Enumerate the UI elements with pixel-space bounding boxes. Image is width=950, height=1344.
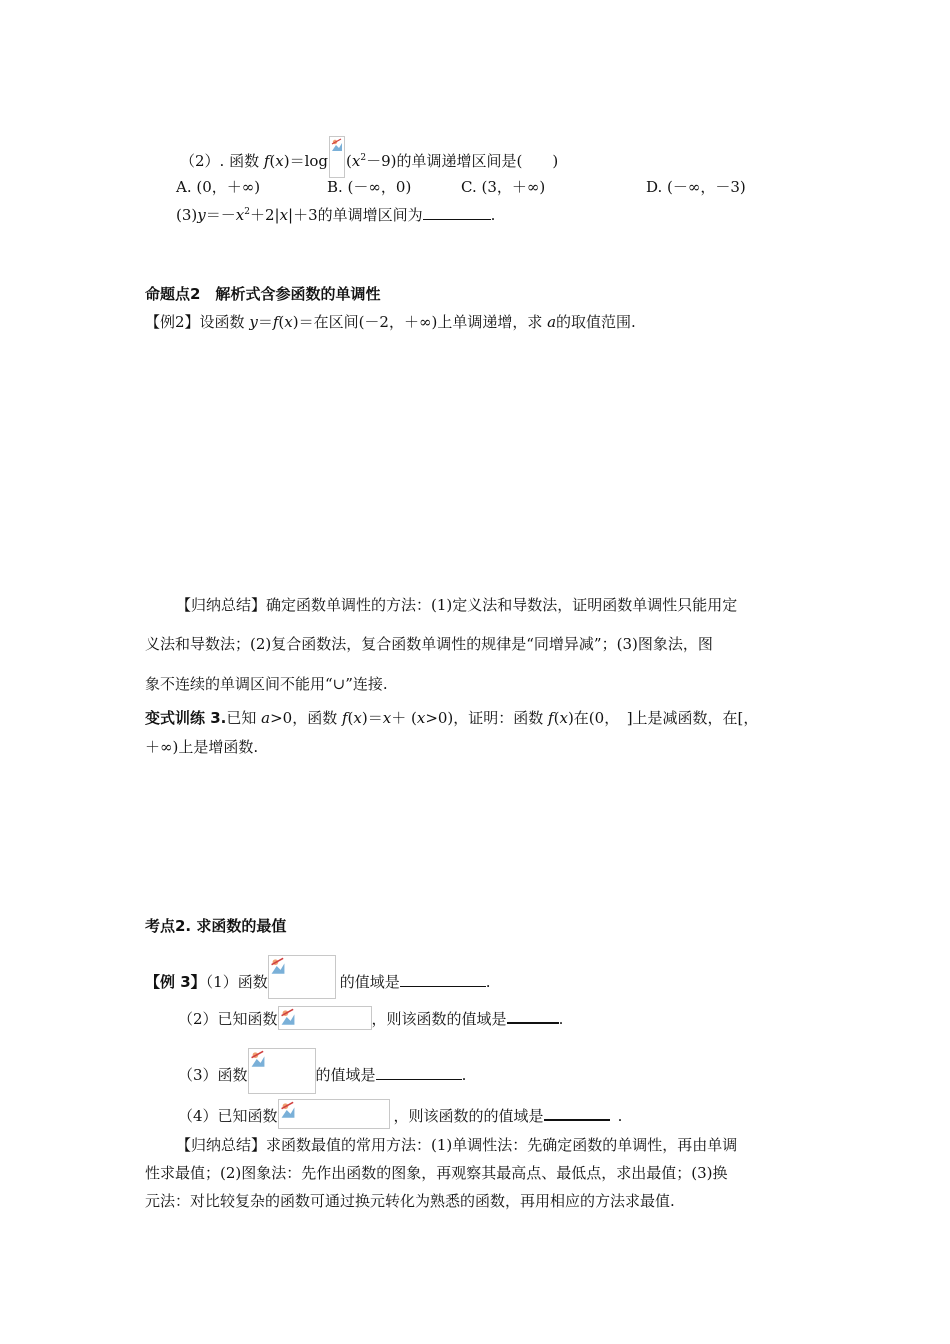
variant-text: 已知 [226, 709, 262, 727]
variable-y: y [249, 313, 258, 331]
option-d: D. (－∞，－3) [646, 178, 746, 196]
example-3-item-2 [178, 1006, 563, 1030]
section-heading-prop2: 命题点2 解析式含参函数的单调性 [145, 285, 381, 303]
variant-3-line-2: ＋∞)上是增函数. [145, 738, 259, 756]
period: . [461, 1066, 467, 1084]
variable-x: x [353, 709, 362, 727]
variable-x: x [559, 709, 568, 727]
variable-a: a [547, 313, 557, 331]
example-text: ＝在区间(－2，＋∞)上单调递增，求 [298, 313, 548, 331]
summary-label: 【归纳总结】 [176, 596, 267, 614]
formula-image-placeholder [248, 1048, 316, 1094]
summary-2-line-2: 性求最值；(2)图象法：先作出函数的图象，再观察其最高点、最低点，求出最值；(3)换 [145, 1164, 728, 1182]
paren: ( [269, 152, 276, 170]
variable-x: x [275, 152, 284, 170]
variable-x: x [416, 709, 426, 727]
summary-1-line-1 [176, 595, 737, 615]
answer-blank[interactable] [544, 1105, 610, 1121]
example-3-item-4 [178, 1099, 622, 1129]
answer-blank[interactable] [400, 972, 486, 987]
variable-x: x [382, 709, 392, 727]
function-name: f [272, 313, 279, 331]
example-3-item-3 [178, 1048, 466, 1094]
exponent: 2 [360, 153, 367, 163]
variable-x: x [284, 313, 293, 331]
variant-text: 在(0， ]上是减函数，在[， [573, 709, 759, 727]
variable-x: x [279, 206, 289, 224]
variant-text: >0，函数 [270, 709, 342, 727]
variable-x: x [351, 152, 361, 170]
function-name: f [263, 152, 270, 170]
item-text: （3）函数 [178, 1066, 248, 1084]
variable-x: x [235, 206, 245, 224]
log-text: )＝log [283, 152, 329, 170]
variant-3-line-1: 变式训练 3.已知 a>0，函数 f(x)＝x＋ (x>0)，证明：函数 f(x)在(0， ]上是减函数，在[， [145, 709, 759, 727]
function-name: f [341, 709, 348, 727]
option-a: A. (0，＋∞) [176, 178, 261, 196]
period: . [617, 1107, 623, 1125]
period: . [490, 206, 496, 224]
item-text: 的值域是 [339, 973, 400, 991]
variant-text: >0)，证明：函数 [425, 709, 549, 727]
item-text: ，则该函数的值域是 [371, 1010, 507, 1028]
equals: ＝ [367, 709, 383, 727]
item-text: ，则该函数的的值域是 [393, 1107, 544, 1125]
summary-2-line-1 [176, 1135, 737, 1155]
period: . [558, 1010, 564, 1028]
question-3-prefix: (3) [176, 206, 198, 224]
summary-1-line-2: 义法和导数法；(2)复合函数法，复合函数单调性的规律是“同增异减”；(3)图象法，图 [145, 635, 713, 653]
broken-image-icon [329, 136, 345, 178]
period: . [485, 973, 491, 991]
formula-image-placeholder [278, 1099, 390, 1129]
equals: ＝－ [205, 206, 236, 224]
equals: ＝ [257, 313, 273, 331]
example-3-label: 【例 3】 [145, 973, 206, 991]
summary-text: 求函数最值的常用方法：(1)单调性法：先确定函数的单调性，再由单调 [266, 1136, 738, 1154]
summary-label: 【归纳总结】 [176, 1136, 267, 1154]
variable-a: a [261, 709, 271, 727]
question-3-line [176, 205, 495, 228]
item-text: （4）已知函数 [178, 1107, 278, 1125]
paren: ( [346, 152, 352, 170]
variable-y: y [197, 206, 206, 224]
example-2-label: 【例2】 [145, 313, 200, 331]
exponent: 2 [244, 207, 250, 217]
question-3-rest: |＋3的单调增区间为 [288, 206, 423, 224]
item-text: （1）函数 [205, 973, 268, 991]
option-b: B. (－∞，0) [327, 178, 412, 196]
answer-blank[interactable] [376, 1065, 462, 1080]
formula-image-placeholder [268, 955, 336, 999]
expr-mid: ＋2| [249, 206, 280, 224]
formula-image-placeholder [278, 1006, 372, 1030]
function-name: f [548, 709, 554, 727]
section-heading-point2: 考点2. 求函数的最值 [145, 917, 287, 935]
example-text: 的取值范围. [556, 313, 636, 331]
summary-2-line-3: 元法：对比较复杂的函数可通过换元转化为熟悉的函数，再用相应的方法求最值. [145, 1192, 675, 1210]
summary-1-line-3: 象不连续的单调区间不能用“∪”连接. [145, 675, 388, 693]
item-text: （2）已知函数 [178, 1010, 278, 1028]
variant-text: ＋ ( [391, 709, 417, 727]
answer-blank[interactable] [507, 1008, 559, 1024]
example-2-line: 【例2】设函数 y＝f(x)＝在区间(－2，＋∞)上单调递增，求 a的取值范围. [145, 313, 636, 331]
question-2-prefix: （2）. 函数 [180, 152, 264, 170]
question-2-line [180, 136, 558, 178]
answer-blank[interactable] [423, 205, 491, 220]
variant-label: 变式训练 3. [145, 709, 227, 727]
summary-text: 确定函数单调性的方法：(1)定义法和导数法，证明函数单调性只能用定 [266, 596, 738, 614]
option-c: C. (3，＋∞) [461, 178, 546, 196]
question-2-rest: －9)的单调递增区间是( ) [366, 152, 559, 170]
item-text: 的值域是 [315, 1066, 376, 1084]
example-text: 设函数 [199, 313, 250, 331]
example-3-item-1 [145, 955, 491, 999]
